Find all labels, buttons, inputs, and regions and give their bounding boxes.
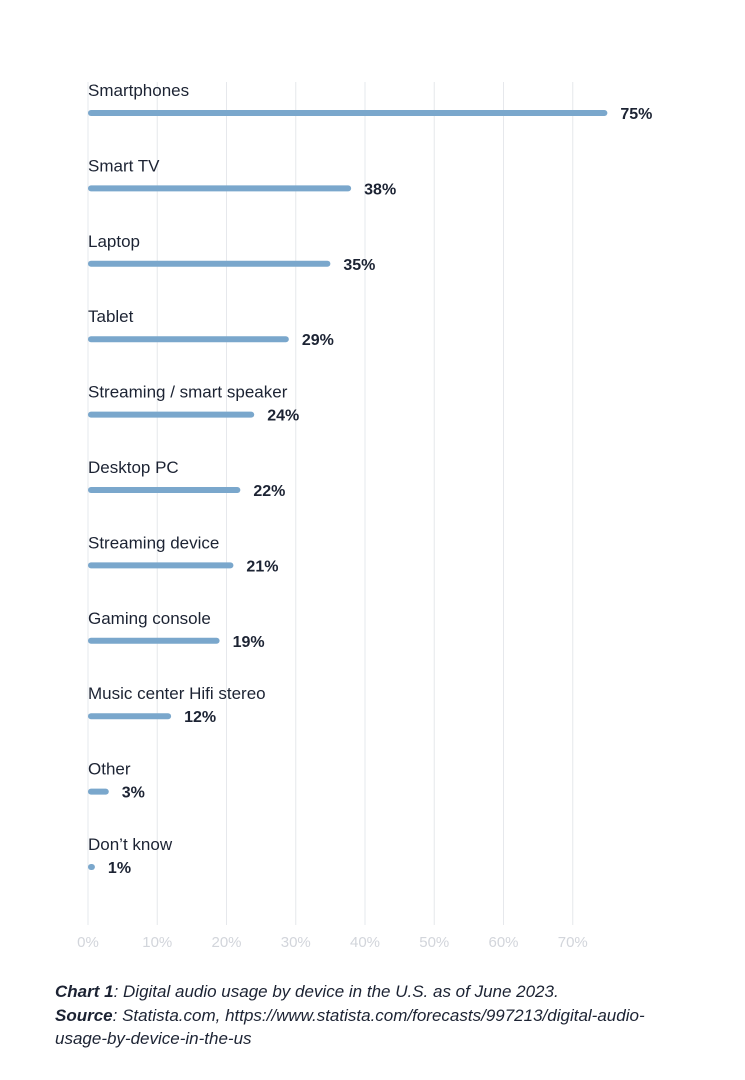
value-label: 22% xyxy=(253,483,286,500)
chart-caption xyxy=(55,980,675,1051)
category-label: Laptop xyxy=(88,231,140,251)
category-labels xyxy=(88,81,288,854)
x-tick-label: 30% xyxy=(280,934,311,951)
x-tick-label: 60% xyxy=(488,934,519,951)
value-label: 35% xyxy=(343,256,376,274)
category-label: Gaming console xyxy=(88,608,211,628)
chart-number-label: Chart 1 xyxy=(55,982,114,1001)
value-label: 12% xyxy=(184,709,217,727)
value-label: 3% xyxy=(121,784,145,802)
x-tick-label: 40% xyxy=(349,934,381,951)
category-label: Smart TV xyxy=(88,156,160,176)
value-label: 75% xyxy=(620,106,653,123)
category-label: Other xyxy=(88,759,131,779)
bars xyxy=(91,113,604,867)
category-label: Streaming device xyxy=(88,533,220,553)
category-label: Streaming / smart speaker xyxy=(88,382,288,402)
x-tick-label: 70% xyxy=(557,934,588,951)
x-tick-label: 0% xyxy=(77,934,99,951)
source-label: Source xyxy=(55,1005,113,1025)
source-text: : Statista.com, https://www.statista.com/forecasts/997213/digital-audio-usage-by-device-in-the-us xyxy=(55,1005,645,1048)
value-label: 19% xyxy=(232,633,265,651)
value-label: 21% xyxy=(246,558,279,576)
category-label: Desktop PC xyxy=(88,458,179,477)
chart-description: : Digital audio usage by device in the U.S. as of June 2023. xyxy=(113,982,559,1001)
category-label: Music center Hifi stereo xyxy=(88,684,266,704)
value-label: 29% xyxy=(301,332,334,350)
category-label: Tablet xyxy=(88,307,134,327)
value-label: 1% xyxy=(107,860,132,877)
x-tick-label: 10% xyxy=(142,934,173,951)
value-label: 24% xyxy=(267,407,300,425)
category-label: Don’t know xyxy=(88,835,173,854)
value-label: 38% xyxy=(364,181,397,199)
x-axis-ticks xyxy=(77,934,588,951)
source-caption-line xyxy=(55,1004,675,1051)
x-tick-label: 50% xyxy=(419,934,450,951)
x-tick-label: 20% xyxy=(211,934,242,951)
gridlines xyxy=(88,82,573,925)
category-label: Smartphones xyxy=(88,81,190,100)
chart-caption-line xyxy=(55,980,675,1004)
